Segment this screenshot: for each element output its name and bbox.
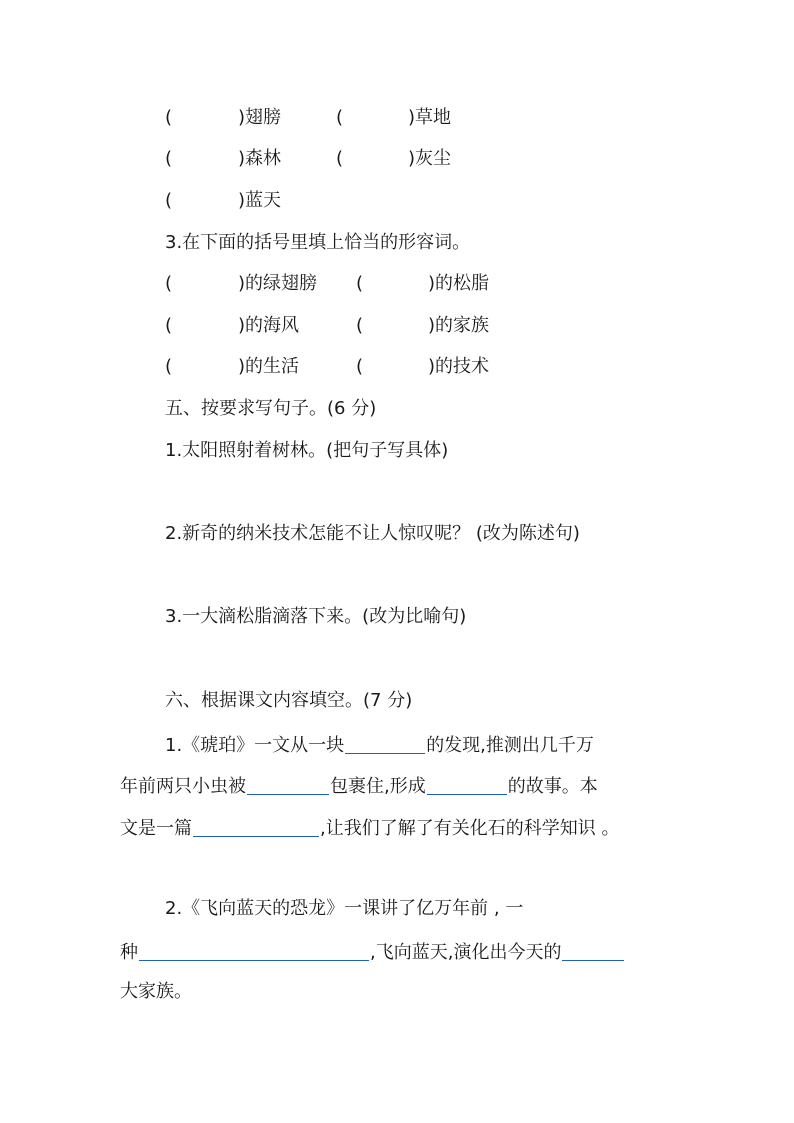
section5-heading: 五、按要求写句子。(6 分) bbox=[165, 398, 377, 419]
text-segment: 的故事。本 bbox=[507, 776, 598, 797]
word-cell: )的生活 bbox=[238, 356, 300, 377]
word-cell: )森林 bbox=[238, 148, 282, 169]
paren-open: ( bbox=[356, 356, 364, 377]
word-cell: )的家族 bbox=[428, 315, 490, 336]
section6-heading: 六、根据课文内容填空。(7 分) bbox=[165, 690, 413, 711]
paren-open: ( bbox=[165, 356, 173, 377]
text-segment: ,飞向蓝天,演化出今天的 bbox=[370, 942, 562, 963]
word-cell: )灰尘 bbox=[408, 148, 452, 169]
paren-open: ( bbox=[356, 315, 364, 336]
answer-blank[interactable] bbox=[139, 938, 369, 961]
word-cell: )的绿翅膀 bbox=[238, 273, 318, 294]
text-segment: 种 bbox=[120, 942, 138, 963]
paren-open: ( bbox=[165, 148, 173, 169]
text-segment: 年前两只小虫被 bbox=[120, 776, 246, 797]
paren-open: ( bbox=[165, 190, 173, 211]
section6-q1-line1 bbox=[165, 728, 594, 758]
answer-blank[interactable] bbox=[427, 772, 507, 795]
section6-q2-line1: 2.《飞向蓝天的恐龙》一课讲了亿万年前 , 一 bbox=[165, 898, 524, 919]
answer-blank[interactable] bbox=[345, 731, 425, 754]
text-segment: 1.《琥珀》一文从一块 bbox=[165, 735, 345, 756]
section5-item-2: 2.新奇的纳米技术怎能不让人惊叹呢？ (改为陈述句) bbox=[165, 523, 580, 544]
paren-open: ( bbox=[356, 273, 364, 294]
paren-open: ( bbox=[336, 107, 344, 128]
section6-q2-line3: 大家族。 bbox=[120, 981, 192, 1002]
paren-open: ( bbox=[165, 273, 173, 294]
word-cell: )翅膀 bbox=[238, 107, 282, 128]
answer-blank[interactable] bbox=[247, 772, 329, 795]
section6-q1-line3 bbox=[120, 811, 619, 841]
word-cell: )的松脂 bbox=[428, 273, 490, 294]
paren-open: ( bbox=[165, 107, 173, 128]
word-cell: )草地 bbox=[408, 107, 452, 128]
text-segment: ,让我们了解了有关化石的科学知识 。 bbox=[320, 818, 620, 839]
section5-item-1: 1.太阳照射着树林。(把句子写具体) bbox=[165, 440, 449, 461]
word-cell: )蓝天 bbox=[238, 190, 282, 211]
section6-q2-line2 bbox=[120, 935, 625, 965]
q3-prompt: 3.在下面的括号里填上恰当的形容词。 bbox=[165, 232, 471, 253]
answer-blank[interactable] bbox=[193, 814, 319, 837]
text-segment: 文是一篇 bbox=[120, 818, 192, 839]
word-cell: )的技术 bbox=[428, 356, 490, 377]
section5-item-3: 3.一大滴松脂滴落下来。(改为比喻句) bbox=[165, 606, 467, 627]
word-cell: )的海风 bbox=[238, 315, 300, 336]
answer-blank[interactable] bbox=[562, 938, 624, 961]
section6-q1-line2 bbox=[120, 769, 598, 799]
text-segment: 包裹住,形成 bbox=[330, 776, 426, 797]
paren-open: ( bbox=[165, 315, 173, 336]
text-segment: 的发现,推测出几千万 bbox=[426, 735, 594, 756]
paren-open: ( bbox=[336, 148, 344, 169]
